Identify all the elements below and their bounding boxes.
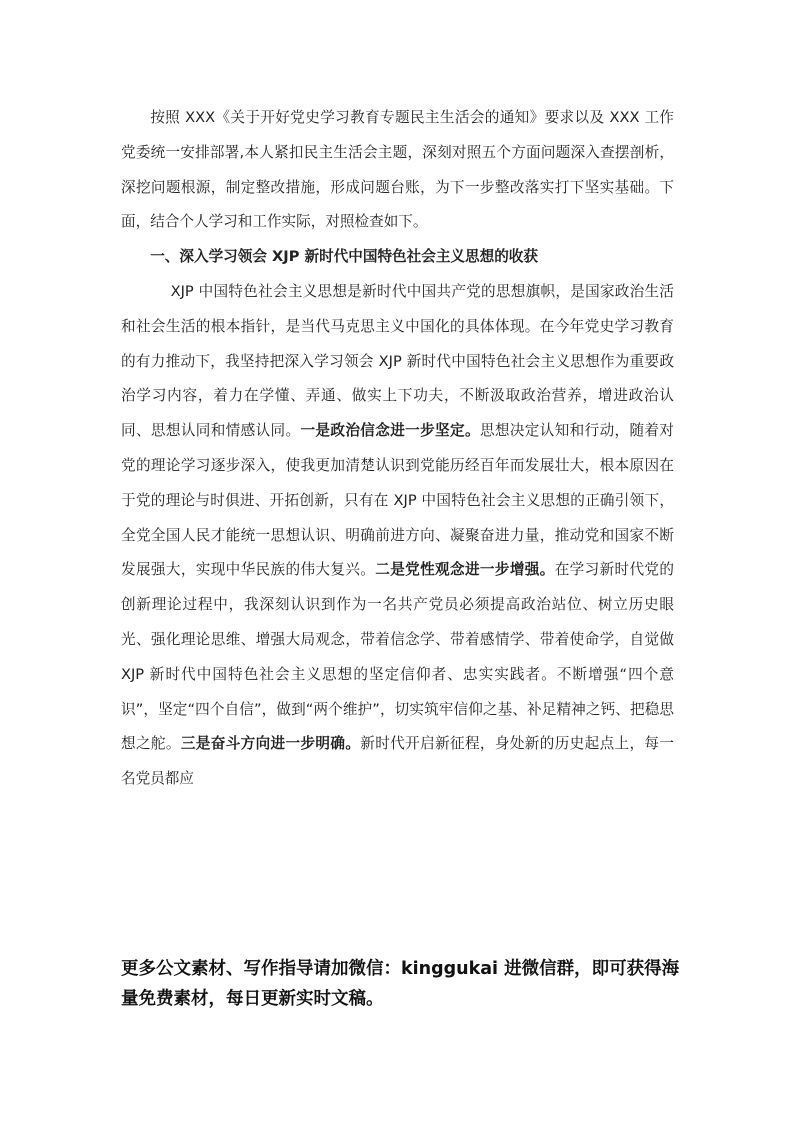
- point-title: 一是政治信念进一步坚定。: [300, 422, 480, 440]
- intro-paragraph: 按照 XXX《关于开好党史学习教育专题民主生活会的通知》要求以及 XXX 工作党委统一安排部署,本人紧扣民主生活会主题，深刻对照五个方面问题深入查摆剖析，深挖问题根源，制定整改措施，形成问题台账，为下一步整改落实打下坚实基础。下面，结合个人学习和工作实际，对照检查如下。: [121, 109, 674, 231]
- footer-promo-text: 更多公文素材、写作指导请加微信：kinggukai 进微信群，即可获得海量免费素材，每日更新实时文稿。: [121, 959, 680, 1009]
- paragraph-text: 在学习新时代党的创新理论过程中，我深刻认识到作为一名共产党员必须提高政治站位、树立历史眼光、强化理论思维、增强大局观念，带着信念学、带着感情学、带着使命学，自觉做 XJP 新时代中国特色社会主义思想的坚定信仰者、忠实实践者。不断增强“四个意识”，坚定“四个自信”，做到“两个维护”，切实筑牢信仰之基、补足精神之钙、把稳思想之舵。: [121, 561, 674, 753]
- paragraph-text: 思想决定认知和行动，随着对党的理论学习逐步深入，使我更加清楚认识到党能历经百年而发展壮大，根本原因在于党的理论与时俱进、开拓创新，只有在 XJP 中国特色社会主义思想的正确引领下，全党全国人民才能统一思想认识、明确前进方向、凝聚奋进力量，推动党和国家不断发展强大，实现中华民族的伟大复兴。: [121, 422, 674, 579]
- document-body: [121, 101, 674, 797]
- point-title: 二是党性观念进一步增强。: [375, 561, 555, 579]
- paragraph-text: XJP 中国特色社会主义思想是新时代中国共产党的思想旗帜，是国家政治生活和社会生活的根本指针，是当代马克思主义中国化的具体体现。在今年党史学习教育的有力推动下，我坚持把深入学习领会 XJP 新时代中国特色社会主义思想作为重要政治学习内容，着力在学懂、弄通、做实上下功夫，不断汲取政治营养，增进政治认同、思想认同和情感认同。: [121, 282, 674, 440]
- section-body-paragraph: [121, 275, 674, 797]
- point-title: 三是奋斗方向进一步明确。: [180, 735, 361, 753]
- section-heading: 一、深入学习领会 XJP 新时代中国特色社会主义思想的收获: [150, 248, 538, 266]
- paragraph-text: 新时代开启新征程，身处新的历史起点上，每一名党员都应: [121, 735, 674, 788]
